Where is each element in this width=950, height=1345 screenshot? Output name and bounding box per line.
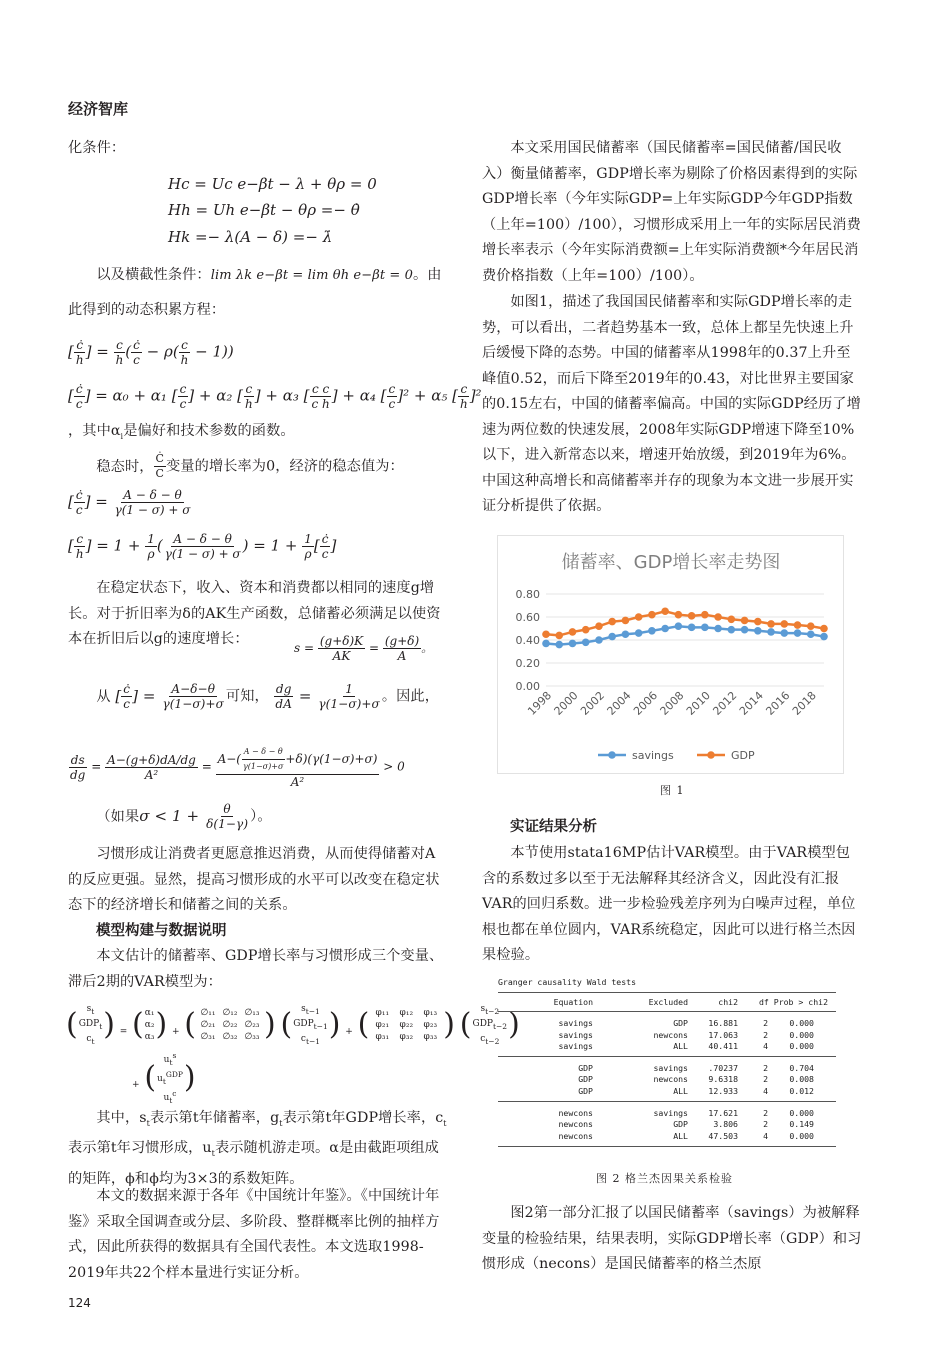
table-row: [498, 1030, 836, 1041]
table-cell: 0.000: [789, 1108, 814, 1119]
x-tick-label: 2014: [736, 688, 766, 718]
data-point-gdp: [555, 632, 563, 640]
table-group: [498, 1057, 836, 1102]
equation-hc: Hc = Uc e−βt − λ + θρ = 0: [168, 175, 377, 193]
table-cell: 17.621: [708, 1108, 738, 1119]
data-point-gdp: [754, 618, 762, 626]
legend-marker-gdp: [707, 751, 715, 759]
paragraph-where: 其中，$s_t$表示第t年储蓄率，$g_t$表示第t年GDP增长率，$c_t$表示第t年习惯形成，$u_t$表示随机游走项。α是由截距项组成的矩阵，ϕ和ϕ均为3×3的系数矩阵。: [68, 1110, 447, 1187]
paragraph-steady: 稳态时， $\frac{Ċ}{C}$ 变量的增长率为0，经济的稳态值为：: [96, 452, 404, 480]
table-cell: savings: [653, 1108, 688, 1119]
data-point-savings: [794, 629, 802, 637]
y-tick-label: 0.00: [515, 680, 540, 693]
table-cell: ALL: [673, 1085, 688, 1096]
y-tick-label: 0.20: [515, 657, 540, 670]
y-tick-label: 0.40: [515, 634, 540, 647]
table-row: [498, 1119, 836, 1130]
table-cell: Excluded: [648, 997, 688, 1007]
heading-results: 实证结果分析: [510, 818, 597, 835]
paragraph-model: 本文估计的储蓄率、GDP增长率与习惯形成三个变量、滞后2期的VAR模型为：: [68, 948, 444, 990]
paragraph-data-source: 本文的数据来源于各年《中国统计年鉴》。《中国统计年鉴》采取全国调查或分层、多阶段、整群概率比例的抽样方式，因此所获得的数据具有全国代表性。本文选取1998-2019年共22个样本量进行实证分析。: [68, 1188, 440, 1281]
legend-label: GDP: [731, 749, 755, 762]
table-cell: 2: [763, 1018, 768, 1029]
equation-savings-rate: s = $\frac{(g+\delta)K}{AK}$ = $\frac{(g+\delta)}{A}$ 。: [294, 634, 434, 663]
table-cell: savings: [558, 1018, 593, 1029]
table-cell: ALL: [673, 1130, 688, 1141]
data-point-gdp: [675, 611, 683, 619]
legend-label: savings: [632, 749, 674, 762]
table-cell: GDP: [673, 1018, 688, 1029]
data-point-savings: [661, 625, 669, 633]
x-tick-label: 2018: [789, 688, 819, 718]
data-point-gdp: [622, 617, 630, 625]
paragraph-growth: 在稳定状态下，收入、资本和消费都以相同的速度g增长。对于折旧率为δ的AK生产函数，总储蓄必须满足以使资本在折旧后以g的速度增长：: [68, 580, 441, 647]
table-cell: 40.411: [708, 1040, 738, 1051]
granger-table: [498, 977, 836, 1147]
equation-var-model: ( $s_t$ $GDP_t$ $c_t$ ) = ( α₁ α₂ α₃ ) + ( ∅₁₁ ∅₁₂ ∅₁₃ ∅₂₁ ∅₂₂ ∅₂₃ ∅₃₁ ∅₃₂ ∅₃₃ ) ( $s_{t-1}$ $GDP_{t-1}$ $c_{t-1}$ ) + ( φ₁₁ φ₁₂ φ₁₃ φ₂₁ φ₂₂ φ₂₃ φ₃₁ φ₃₂ φ₃₃ ) ( $s_{t-2}$ $GDP_{t-2}$ $c_{t-2}$ ): [66, 1004, 520, 1046]
table-group: [498, 1102, 836, 1146]
data-point-gdp: [688, 612, 696, 620]
data-point-savings: [675, 622, 683, 630]
table-row: [498, 1018, 836, 1029]
paragraph-transversality: 以及横截性条件：lim λk e−βt = lim θh e−βt = 0。由: [96, 267, 442, 283]
data-point-savings: [582, 639, 590, 647]
x-tick-label: 2016: [763, 688, 793, 718]
equation-var-error: + ( $u_t^s$ $u_t^{GDP}$ $u_t^c$ ): [132, 1051, 196, 1105]
x-tick-label: 2000: [551, 688, 581, 718]
table-cell: 0.000: [789, 1130, 814, 1141]
table-cell: 2: [763, 1063, 768, 1074]
table-cell: newcons: [653, 1074, 688, 1085]
table-cell: 9.6318: [708, 1074, 738, 1085]
paragraph-results: 本节使用stata16MP估计VAR模型。由于VAR模型包含的系数过多以至于无法解释其经济含义，因此没有汇报VAR的回归系数。进一步检验残差序列为白噪声过程，单位根也都在单位圆内，VAR系统稳定，因此可以进行格兰杰因果检验。: [482, 845, 856, 963]
equation-hk: Hk =− λ(A − δ) =− λ̇: [168, 228, 333, 246]
x-tick-label: 2012: [710, 688, 740, 718]
y-tick-label: 0.80: [515, 588, 540, 601]
data-point-savings: [754, 627, 762, 635]
table-header-row: [498, 997, 836, 1008]
table-row: [498, 1131, 836, 1142]
figure-2-caption: 图 2 格兰杰因果关系检验: [596, 1172, 733, 1185]
table-cell: 17.063: [708, 1029, 738, 1040]
table-header: [498, 993, 836, 1012]
table-cell: chi2: [718, 997, 738, 1007]
table-cell: 12.933: [708, 1085, 738, 1096]
data-point-savings: [555, 641, 563, 649]
table-cell: 0.704: [789, 1063, 814, 1074]
x-tick-label: 2006: [631, 688, 661, 718]
table-row: [498, 1041, 836, 1052]
x-tick-label: 1998: [525, 688, 555, 718]
data-point-savings: [569, 640, 577, 648]
data-point-savings: [688, 624, 696, 632]
table-cell: newcons: [558, 1108, 593, 1119]
figure-1-caption: 图 1: [660, 784, 685, 797]
figure-1-chart: [497, 535, 844, 774]
data-point-savings: [728, 626, 736, 634]
data-point-gdp: [714, 613, 722, 621]
data-point-savings: [820, 633, 828, 641]
paragraph-conditions: 化条件：: [68, 140, 126, 156]
granger-table-title: Granger causality Wald tests: [498, 977, 637, 987]
paragraph-alpha: ，其中$\alpha_i$是偏好和技术参数的函数。: [68, 423, 295, 441]
data-point-gdp: [701, 611, 709, 619]
data-point-gdp: [741, 617, 749, 625]
data-point-savings: [701, 624, 709, 632]
table-cell: 0.000: [789, 1040, 814, 1051]
data-point-savings: [714, 625, 722, 633]
table-cell: df Prob > chi2: [758, 997, 828, 1007]
data-point-savings: [767, 628, 775, 636]
equation-steady-2: [ $\frac{c}{h}$ ] = 1 + $\frac{1}{\rho}$ ( $\frac{A - \delta - \theta}{\gamma(1 - \sigma) + \sigma}$ ) = 1 + $\frac{1}{\rho}$ [ $\frac{ċ}{c}$ ]: [68, 532, 337, 561]
paragraph-condition: （如果σ < 1 + $\frac{\theta}{\delta(1-\gamma)}$ ）。: [96, 802, 272, 831]
x-tick-label: 2002: [578, 688, 608, 718]
data-point-gdp: [608, 618, 616, 626]
data-point-gdp: [582, 626, 590, 634]
table-cell: savings: [558, 1040, 593, 1051]
table-cell: .70237: [708, 1063, 738, 1074]
paragraph-dynamic: 此得到的动态积累方程：: [68, 302, 226, 318]
table-cell: 0.000: [789, 1018, 814, 1029]
y-tick-label: 0.60: [515, 611, 540, 624]
table-row: [498, 1074, 836, 1085]
data-point-savings: [542, 640, 550, 648]
data-point-gdp: [728, 616, 736, 624]
table-cell: 0.012: [789, 1085, 814, 1096]
table-cell: ALL: [673, 1040, 688, 1051]
x-tick-label: 2008: [657, 688, 687, 718]
heading-model: 模型构建与数据说明: [96, 922, 227, 939]
data-point-gdp: [767, 620, 775, 628]
table-cell: Equation: [553, 997, 593, 1007]
table-cell: savings: [558, 1029, 593, 1040]
paragraph-figure1: 如图1，描述了我国国民储蓄率和实际GDP增长率的走势，可以看出，二者趋势基本一致，总体上都呈先快速上升后缓慢下降的态势。中国的储蓄率从1998年的0.37上升至峰值0.52，而后下降至2019年的0.43，对比世界主要国家的0.15左右，中国的储蓄率偏高。中国的实际GDP经历了增速为两位数的快速发展，2008年实际GDP增速下降至10%以下，进入新常态以来，增速开始放缓，到2019年为6%。中国这种高增长和高储蓄率并存的现象为本文进一步展开实证分析提供了依据。: [482, 294, 861, 514]
table-cell: 0.000: [789, 1029, 814, 1040]
table-cell: 4: [763, 1085, 768, 1096]
data-point-gdp: [595, 622, 603, 630]
equation-ds-dg: $\frac{ds}{dg}$ = $\frac{A-(g+\delta)dA/dg}{\text{A²}}$ = A−( $\frac{A - \delta - \theta}{\gamma(1-\sigma)+\sigma}$ +δ)(γ(1−σ)+σ) A² > 0: [70, 747, 405, 789]
table-cell: 4: [763, 1130, 768, 1141]
data-point-savings: [635, 629, 643, 637]
table-cell: GDP: [578, 1085, 593, 1096]
data-point-savings: [780, 629, 788, 637]
paragraph-figure2: 图2第一部分汇报了以国民储蓄率（savings）为被解释变量的检验结果，结果表明，实际GDP增长率（GDP）和习惯形成（necons）是国民储蓄率的格兰杰原: [482, 1205, 862, 1272]
table-cell: newcons: [653, 1029, 688, 1040]
equation-hh: Hh = Uh e−βt − θρ =− θ̇: [168, 201, 360, 219]
paragraph-habit: 习惯形成让消费者更愿意推迟消费，从而使得储蓄对A的反应更强。显然，提高习惯形成的水平可以改变在稳定状态下的经济增长和储蓄之间的关系。: [68, 846, 440, 913]
paragraph-measure: 本文采用国民储蓄率（国民储蓄率=国民储蓄/国民收入）衡量储蓄率，GDP增长率为剔除了价格因素得到的实际GDP增长率（今年实际GDP=上年实际GDP今年GDP指数（上年=100）/100），习惯形成采用上一年的实际居民消费增长率表示（今年实际消费额=上年实际消费额*今年居民消费价格指数（上年=100）/100）。: [482, 140, 861, 284]
data-point-gdp: [648, 611, 656, 619]
table-cell: newcons: [558, 1119, 593, 1130]
equation-dynamic-2: [ $\frac{ċ}{c}$ ] = α₀ + α₁ [ $\frac{c}{c}$ ] + α₂ [ $\frac{c}{h}$ ] + α₃ [ $\frac{\text{c c}}{\text{c h}}$ ] + α₄ [ $\frac{c}{c}$ ]² + α₅ [ $\frac{c}{h}$ ]²: [68, 382, 482, 411]
table-cell: GDP: [578, 1063, 593, 1074]
data-point-gdp: [807, 622, 815, 630]
legend-marker-savings: [608, 751, 616, 759]
data-point-savings: [595, 636, 603, 644]
table-cell: newcons: [558, 1130, 593, 1141]
table-cell: 2: [763, 1119, 768, 1130]
table-group: [498, 1012, 836, 1057]
data-point-savings: [741, 626, 749, 634]
data-point-gdp: [780, 620, 788, 628]
data-point-savings: [622, 630, 630, 638]
table-cell: 3.806: [713, 1119, 738, 1130]
data-point-gdp: [820, 625, 828, 633]
table-row: [498, 1086, 836, 1097]
equation-dynamic-1: [ $\frac{ċ}{h}$ ] = $\frac{c}{h}$ ( $\frac{ċ}{c}$ − ρ( $\frac{c}{h}$ − 1)): [68, 338, 234, 367]
table-cell: GDP: [578, 1074, 593, 1085]
chart-svg: [498, 536, 845, 775]
table-cell: savings: [653, 1063, 688, 1074]
data-point-gdp: [635, 613, 643, 621]
table-cell: 0.149: [789, 1119, 814, 1130]
table-cell: 2: [763, 1074, 768, 1085]
data-point-gdp: [794, 621, 802, 629]
table-cell: 0.008: [789, 1074, 814, 1085]
data-point-savings: [807, 630, 815, 638]
equation-steady-1: [ $\frac{ċ}{c}$ ] = $\frac{A - \delta - \theta}{\gamma(1 - \sigma) + \sigma}$: [68, 488, 191, 517]
table-cell: 4: [763, 1040, 768, 1051]
table-cell: 2: [763, 1029, 768, 1040]
table-cell: 16.881: [708, 1018, 738, 1029]
chart-title: 储蓄率、GDP增长率走势图: [561, 552, 781, 573]
data-point-gdp: [569, 628, 577, 636]
page-number: 124: [68, 1296, 91, 1310]
data-point-savings: [608, 633, 616, 641]
paragraph-from: 从 [ $\frac{ċ}{c}$ ] = $\frac{A-\delta-\theta}{\gamma(1-\sigma)+\sigma}$ 可知， $\frac{dg}{dA}$ = $\frac{1}{\gamma(1-\sigma)+\sigma}$ 。因此，: [96, 682, 440, 711]
table-cell: 47.503: [708, 1130, 738, 1141]
table-cell: GDP: [673, 1119, 688, 1130]
table-cell: 2: [763, 1108, 768, 1119]
x-tick-label: 2004: [604, 688, 634, 718]
section-header: 经济智库: [68, 100, 129, 118]
data-point-gdp: [542, 630, 550, 638]
data-point-savings: [648, 627, 656, 635]
data-point-gdp: [661, 607, 669, 615]
table-row: [498, 1108, 836, 1119]
table-row: [498, 1063, 836, 1074]
x-tick-label: 2010: [683, 688, 713, 718]
